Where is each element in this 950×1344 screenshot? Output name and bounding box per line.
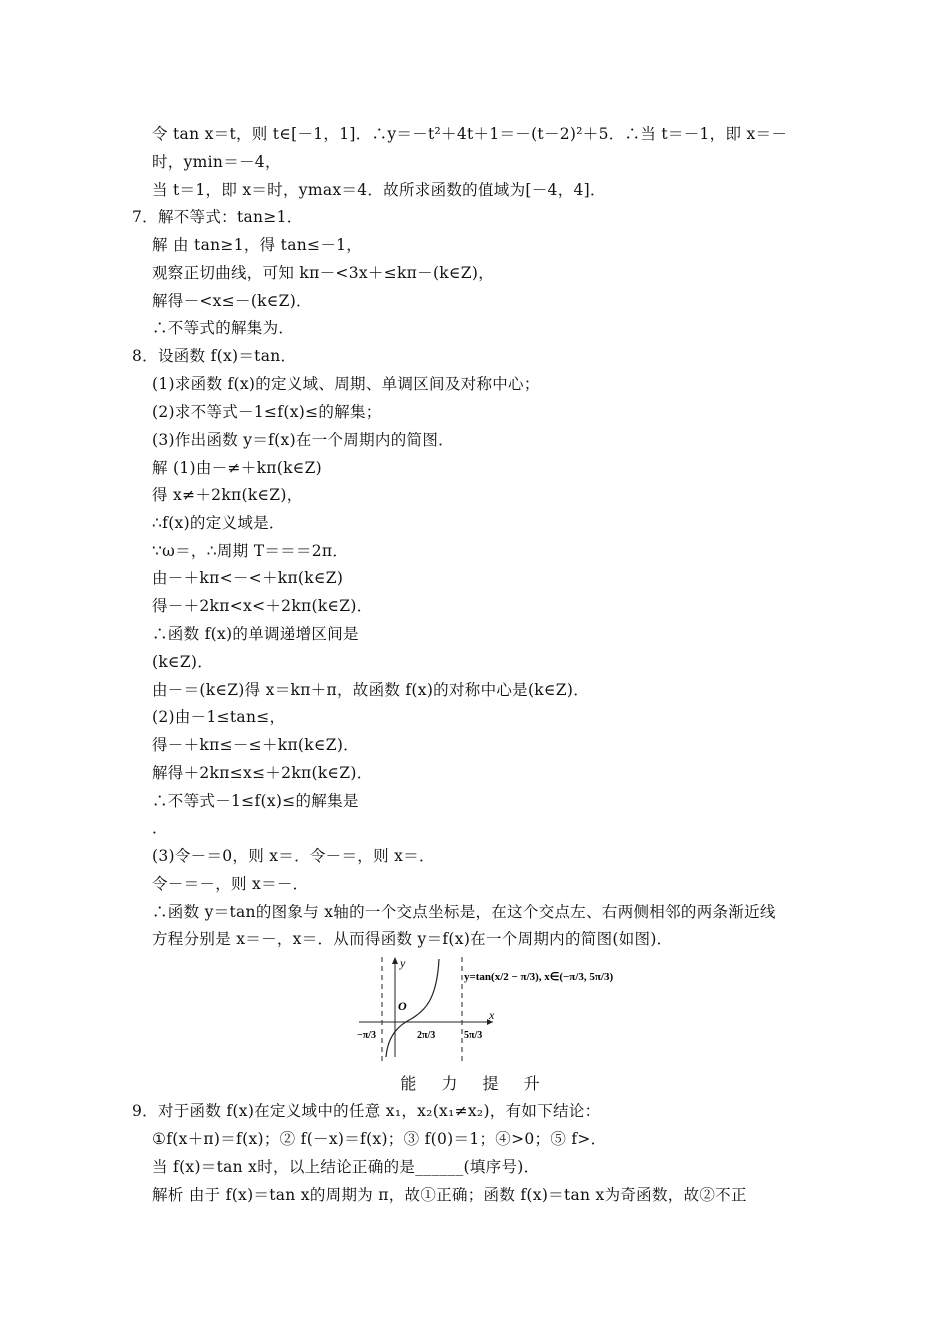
text-line: 当 t＝1，即 x＝时，ymax＝4．故所求函数的值域为[－4，4]． (152, 181, 606, 199)
text-line: (k∈Z)． (152, 653, 214, 671)
problem-9-statement: 9．对于函数 f(x)在定义域中的任意 x₁，x₂(x₁≠x₂)，有如下结论： (132, 1102, 601, 1120)
problem-8-statement: 8．设函数 f(x)＝tan． (132, 347, 297, 365)
tick-label-neg-pi-3: −π/3 (357, 1030, 376, 1041)
text-line: ． (152, 819, 168, 837)
y-axis-label: y (400, 956, 406, 970)
text-line: ∴函数 y＝tan的图象与 x轴的一个交点坐标是，在这个交点左、右两侧相邻的两条渐近线 (152, 903, 776, 921)
text-line: 观察正切曲线，可知 kπ－<3x＋≤kπ－(k∈Z)， (152, 264, 494, 282)
text-line: ∴不等式－1≤f(x)≤的解集是 (152, 792, 359, 810)
origin-label: O (398, 999, 407, 1013)
text-line: (2)由－1≤tan≤， (152, 708, 286, 726)
text-line: 解得＋2kπ≤x≤＋2kπ(k∈Z)． (152, 764, 373, 782)
text-line: (2)求不等式－1≤f(x)≤的解集； (152, 403, 382, 421)
tick-label-5pi-3: 5π/3 (464, 1030, 483, 1041)
text-line: (3)令－＝0，则 x＝．令－＝，则 x＝． (152, 847, 435, 865)
problem-7-statement: 7．解不等式：tan≥1． (132, 208, 303, 226)
text-line: 由－＝(k∈Z)得 x＝kπ＋π，故函数 f(x)的对称中心是(k∈Z)． (152, 681, 589, 699)
x-axis-label: x (489, 1008, 495, 1022)
tangent-graph-svg (355, 953, 617, 1065)
text-line: ∴函数 f(x)的单调递增区间是 (152, 625, 359, 643)
text-line: (1)求函数 f(x)的定义域、周期、单调区间及对称中心； (152, 375, 540, 393)
text-line: 令－＝－，则 x＝－． (152, 875, 309, 893)
text-line: 方程分别是 x＝－，x＝．从而得函数 y＝f(x)在一个周期内的简图(如图)． (152, 930, 673, 948)
text-line: 时，ymin＝－4， (152, 153, 281, 171)
tick-label-2pi-3: 2π/3 (417, 1030, 436, 1041)
text-line: (3)作出函数 y＝f(x)在一个周期内的简图． (152, 431, 454, 449)
text-line: 令 tan x＝t，则 t∈[－1，1]．∴y＝－t²＋4t＋1＝－(t－2)²＋5．∴当 t＝－1，即 x＝－ (152, 125, 788, 143)
text-line: ∴f(x)的定义域是． (152, 514, 285, 532)
tangent-curve (386, 959, 439, 1057)
text-line: 当 f(x)＝tan x时，以上结论正确的是______(填序号)． (152, 1158, 540, 1176)
text-line: ∵ω＝，∴周期 T＝＝＝2π． (152, 542, 349, 560)
tangent-graph-figure (355, 953, 617, 1065)
function-formula-label: y=tan(x/2 − π/3), x∈(−π/3, 5π/3) (464, 971, 614, 983)
text-line: ①f(x＋π)＝f(x)；② f(－x)＝f(x)；③ f(0)＝1；④>0；⑤ f>． (152, 1130, 607, 1148)
text-line: ∴不等式的解集为． (152, 319, 295, 337)
text-line: 解 由 tan≥1，得 tan≤－1， (152, 236, 363, 254)
text-line: 得 x≠＋2kπ(k∈Z)， (152, 486, 303, 504)
text-line: 得－＋2kπ<x<＋2kπ(k∈Z)． (152, 597, 373, 615)
text-line: 解得－<x≤－(k∈Z)． (152, 292, 312, 310)
text-line: 解析 由于 f(x)＝tan x的周期为 π，故①正确；函数 f(x)＝tan x为奇函数，故②不正 (152, 1186, 747, 1204)
section-heading: 能 力 提 升 (400, 1074, 550, 1093)
y-axis-arrow (392, 957, 398, 964)
text-line: 得－＋kπ≤－≤＋kπ(k∈Z)． (152, 736, 359, 754)
text-line: 由－＋kπ<－<＋kπ(k∈Z) (152, 569, 344, 587)
text-line: 解 (1)由－≠＋kπ(k∈Z) (152, 459, 322, 477)
